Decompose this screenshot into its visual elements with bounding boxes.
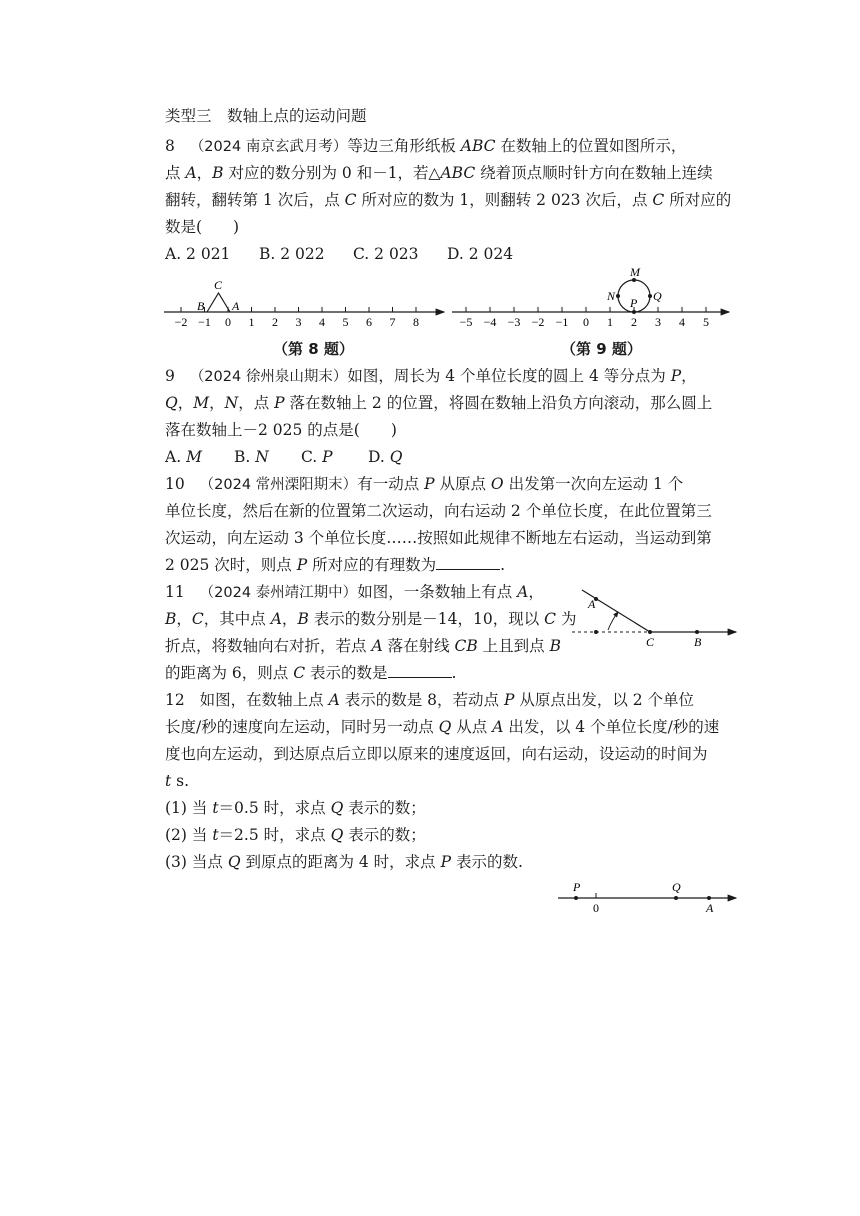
figure-11-folded-line: [568, 584, 740, 650]
fig9-tick-label: −4: [483, 315, 497, 329]
q8-option-a: A. 2 021: [165, 245, 231, 263]
q8-line4: 数是( ): [165, 218, 240, 236]
q10-source: （2024 常州溧阳期末）: [199, 477, 358, 493]
fig9-tick-label: 2: [631, 315, 637, 329]
fig11-point-b: [695, 630, 699, 634]
fig11-label-c: C: [646, 635, 655, 649]
fig8-tick-label: −2: [174, 315, 188, 329]
fig12-label-q: Q: [672, 880, 681, 894]
fig8-triangle: [207, 293, 230, 312]
figure-12-number-line: [556, 876, 740, 916]
q9-line3: 落在数轴上－2 025 的点是( ): [165, 421, 397, 439]
q8-option-b: B. 2 022: [259, 245, 325, 263]
fig12-point-p: [574, 896, 578, 900]
fig8-tick-label: 2: [272, 315, 278, 329]
fig9-label-m: M: [630, 265, 640, 279]
q11-line3: 折点，将数轴向右对折，若点 A 落在射线 CB 上且到点 B: [165, 637, 561, 655]
q9-options: [165, 447, 402, 467]
fig12-label-p: P: [573, 880, 581, 894]
fig8-label-c: C: [214, 278, 223, 292]
figure-8-number-line: [160, 272, 450, 332]
fig9-label-n: N: [607, 289, 616, 303]
q12-line3: 度也向左运动，到达原点后立即以原来的速度返回，向右运动，设运动的时间为: [165, 745, 708, 763]
fig8-tick-label: 1: [248, 315, 255, 329]
fig9-point-q: [648, 294, 652, 298]
fig8-tick-label: −1: [198, 315, 211, 329]
q11-answer-blank: [388, 663, 452, 678]
q11-number: 11: [165, 583, 185, 601]
q10-line1: 10 （2024 常州溧阳期末）有一动点 P 从原点 O 出发第一次向左运动 1 个: [165, 475, 684, 493]
fig8-tick-label: 4: [319, 315, 325, 329]
fig9-tick-label: −1: [555, 315, 569, 329]
q9-option-b: B. N: [234, 448, 269, 466]
q8-line2: 点 A，B 对应的数分别为 0 和－1，若△ABC 绕着顶点顺时针方向在数轴上连续: [165, 164, 713, 182]
q10-line4: 2 025 次时，则点 P 所对应的有理数为 .: [165, 556, 506, 574]
fig8-tick-label: 5: [342, 315, 349, 329]
q8-option-c: C. 2 023: [353, 245, 419, 263]
q8-option-d: D. 2 024: [447, 245, 514, 263]
q11-source: （2024 泰州靖江期中）: [199, 585, 358, 601]
fig11-point-c: [648, 630, 652, 634]
section-title: 类型三 数轴上点的运动问题: [165, 107, 367, 125]
fig12-point-q: [674, 896, 678, 900]
fig9-point-p: [632, 310, 636, 314]
fig9-label-p: P: [630, 296, 638, 310]
q10-number: 10: [165, 475, 185, 493]
q9-line1: 9 （2024 徐州泉山期末）如图，周长为 4 个单位长度的圆上 4 等分点为 P，: [165, 367, 697, 385]
q11-line4: 的距离为 6，则点 C 表示的数是 .: [165, 664, 457, 682]
fig9-tick-label: −5: [459, 315, 473, 329]
q8-line1: 8 （2024 南京玄武月考）等边三角形纸板 ABC 在数轴上的位置如图所示，: [165, 137, 687, 155]
q9-source: （2024 徐州泉山期末）: [189, 369, 348, 385]
figure-9-caption: （第 9 题）: [561, 340, 642, 358]
fig8-tick-label: 6: [366, 315, 372, 329]
fig9-label-q: Q: [653, 289, 662, 303]
fig9-tick-label: −2: [531, 315, 545, 329]
fig8-tick-label: 8: [413, 315, 419, 329]
q12-sub1: (1) 当 t＝0.5 时，求点 Q 表示的数；: [165, 799, 426, 817]
fig8-label-b: B: [197, 299, 205, 313]
fig12-point-a: [707, 896, 711, 900]
q12-sub2: (2) 当 t＝2.5 时，求点 Q 表示的数；: [165, 826, 426, 844]
q8-number: 8: [165, 137, 175, 155]
fig9-tick-label: 0: [583, 315, 589, 329]
fig11-point-a-original: [594, 630, 598, 634]
q12-number: 12: [165, 691, 185, 709]
q11-line2: B，C，其中点 A，B 表示的数分别是－14，10，现以 C 为: [165, 610, 577, 628]
q12-line1: 12 如图，在数轴上点 A 表示的数是 8，若动点 P 从原点出发，以 2 个单位: [165, 691, 695, 709]
q10-answer-blank: [436, 555, 500, 570]
fig11-label-b: B: [694, 635, 702, 649]
fig8-tick-label: 7: [389, 315, 396, 329]
q11-line1: 11 （2024 泰州靖江期中）如图，一条数轴上有点 A，: [165, 583, 544, 601]
fig9-tick-label: 1: [607, 315, 613, 329]
fig8-tick-label: 3: [295, 315, 302, 329]
fig8-tick-label: 0: [225, 315, 231, 329]
q9-option-c: C. P: [301, 448, 333, 466]
fig12-label-zero: 0: [593, 901, 599, 915]
fig9-tick-label: 5: [703, 315, 709, 329]
q9-line2: Q，M，N，点 P 落在数轴上 2 的位置，将圆在数轴上沿负方向滚动，那么圆上: [165, 394, 713, 412]
fig8-label-a: A: [232, 299, 240, 313]
q12-line2: 长度/秒的速度向左运动，同时另一动点 Q 从点 A 出发，以 4 个单位长度/秒的速: [165, 718, 720, 736]
fig9-point-n: [616, 294, 620, 298]
q10-line3: 次运动，向左运动 3 个单位长度……按照如此规律不断地左右运动，当运动到第: [165, 529, 712, 547]
q9-number: 9: [165, 367, 175, 385]
q8-options: [165, 244, 513, 264]
q10-line2: 单位长度，然后在新的位置第二次运动，向右运动 2 个单位长度，在此位置第三: [165, 502, 712, 520]
figure-9-number-line: [450, 262, 735, 334]
q12-sub3: (3) 当点 Q 到原点的距离为 4 时，求点 P 表示的数.: [165, 853, 523, 871]
fig9-tick-label: 3: [655, 315, 661, 329]
fig11-label-a: A: [588, 597, 596, 611]
q9-option-d: D. Q: [368, 448, 403, 466]
q8-source: （2024 南京玄武月考）: [189, 139, 348, 155]
figure-8-caption: （第 8 题）: [273, 340, 354, 358]
fig11-fold-arrow: [608, 612, 618, 630]
q12-line4: t s.: [165, 772, 190, 790]
fig9-tick-label: −3: [507, 315, 521, 329]
q9-option-a: A. M: [165, 448, 202, 466]
q8-line3: 翻转，翻转第 1 次后，点 C 所对应的数为 1，则翻转 2 023 次后，点 C 所对应的: [165, 191, 732, 209]
fig9-tick-label: 4: [679, 315, 685, 329]
fig12-label-a: A: [706, 901, 714, 915]
